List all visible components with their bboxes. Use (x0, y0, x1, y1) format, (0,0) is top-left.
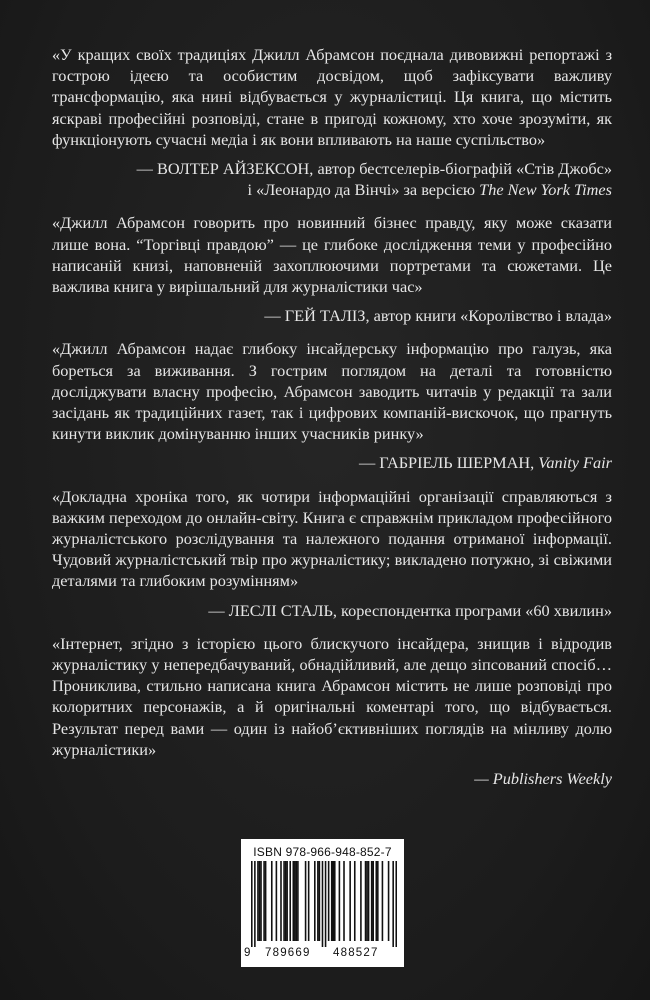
barcode-bar (259, 861, 261, 941)
barcode-bar (319, 861, 321, 941)
review-author-role-line2: і «Леонардо да Вінчі» за версією (247, 180, 480, 200)
reviews-column (52, 44, 612, 801)
barcode-bar (296, 861, 298, 941)
review-author-role: , автор бестселерів-біографій «Стів Джобс» (309, 159, 612, 179)
barcode-bar (366, 861, 368, 941)
barcode-bar (334, 861, 336, 941)
review-attribution-stahl (52, 600, 612, 621)
barcode-bar (377, 861, 379, 941)
barcode-bar (280, 861, 282, 941)
barcode-bar (331, 861, 333, 941)
review-attribution-talese (52, 305, 612, 326)
barcode-bar (372, 861, 374, 941)
barcode-digits-left: 789669 (265, 947, 311, 959)
barcode-bar (292, 861, 294, 941)
barcode-bar (368, 861, 370, 941)
review-author-role: , автор книги «Королівство і влада» (365, 306, 612, 326)
barcode-bar (265, 861, 267, 941)
barcode-bar (354, 861, 356, 941)
barcode-bar (257, 861, 259, 941)
barcode-bar (395, 861, 397, 947)
barcode-bar (371, 861, 373, 941)
barcode-bar (388, 861, 390, 941)
barcode-bar (286, 861, 288, 941)
barcode-bar (349, 861, 351, 941)
barcode-bar (294, 861, 296, 941)
review-quote-stahl: «Докладна хроніка того, як чотири інформаційні організації справляються з важким переходом до онлайн-світу. Книга є справжнім прикладом професійного журналістського розслідування та належного подання отриманої інформації. Чудовий журналістський твір про журналістику; викладено потужно, зі свіжими деталями та глибоким розумінням» (52, 486, 612, 591)
review-attribution-publishers-weekly (52, 768, 612, 789)
review-quote-publishers-weekly: «Інтернет, згідно з історією цього блискучого інсайдера, знищив і відродив журналістику у непередбачуваний, обнадійливий, але дещо зіпсований спосіб… Прониклива, стильно написана книга Абрамсон містить не лише розповіді про колоритних персонажів, а й оригінальні коментарі того, що відбувається. Результат перед вами — один із найоб’єктивніших поглядів на мінливу долю журналістики» (52, 633, 612, 759)
review-quote-isaacson: «У кращих своїх традиціях Джилл Абрамсон поєднала дивовижні репортажі з гострою ідеєю та особистим досвідом, щоб зафіксувати важливу трансформацію, яка нині відбувається у журналістиці. Ця книга, що містить яскраві професійні розповіді, стане в пригоді кожному, хто хоче зрозуміти, як функціонують сучасні медіа і як вони впливають на наше суспільство» (52, 45, 612, 149)
review-author-name: — ВОЛТЕР АЙЗЕКСОН (136, 159, 310, 179)
review-source: — Publishers Weekly (474, 769, 612, 789)
review-quote-sherman: «Джилл Абрамсон надає глибоку інсайдерську інформацію про галузь, яка бореться за виживання. З гострим поглядом на деталі та готовністю досліджувати власну професію, Абрамсон заводить читачів у редакції та зали засідань як традиційних газет, так і цифрових компаній-вискочок, що прагнуть кинути виклик домінуванню інших учасників ринку» (52, 339, 612, 444)
barcode-bar (332, 861, 334, 941)
barcode-digit-first: 9 (244, 947, 251, 959)
barcode-bar (314, 861, 316, 941)
review-author-name: — ГАБРІЕЛЬ ШЕРМАН (358, 453, 531, 473)
barcode-bar (392, 861, 394, 947)
barcode-bar (271, 861, 273, 941)
barcode-digits (241, 947, 404, 963)
barcode-bar (322, 861, 324, 947)
barcode-digits-right: 488527 (333, 947, 379, 959)
barcode-bar (325, 861, 327, 947)
review-author-name: — ЛЕСЛІ СТАЛЬ (208, 600, 333, 620)
review-quote-talese: «Джилл Абрамсон говорить про новинний бізнес правду, яку може сказати лише вона. “Торгівці правдою” — це глибоке дослідження теми у професійно написаній книзі, наповненій захоплюючими портретами та сюжетами. Це важлива книга у вирішальний для журналістики час» (52, 213, 612, 297)
barcode-bar (328, 861, 330, 941)
barcode-bar (289, 861, 291, 941)
barcode-bar (276, 861, 278, 941)
barcode-bar (283, 861, 285, 941)
barcode-bar (254, 861, 256, 947)
barcode-bar (297, 861, 299, 941)
review-source: The New York Times (479, 180, 612, 200)
barcode-bar (360, 861, 362, 941)
barcode-bar (375, 861, 377, 941)
review-source: Vanity Fair (538, 453, 612, 473)
barcode-bar (260, 861, 262, 941)
barcode-bar (317, 861, 319, 941)
barcode-bar (305, 861, 307, 941)
barcode-bar (263, 861, 265, 941)
barcode-bar (365, 861, 367, 941)
barcode-bar (308, 861, 310, 941)
review-author-name: — ГЕЙ ТАЛІЗ (264, 306, 366, 326)
isbn-barcode (241, 839, 404, 967)
barcode-bar (339, 861, 341, 941)
barcode-bar (382, 861, 384, 941)
review-attribution-isaacson (52, 158, 612, 200)
barcode-bar (251, 861, 253, 947)
barcode-bars (251, 861, 397, 947)
review-author-role: , кореспондентка програми «60 хвилин» (332, 600, 612, 620)
isbn-label: ISBN 978-966-948-852-7 (253, 845, 392, 859)
review-attribution-sherman: — ГАБРІЕЛЬ ШЕРМАН, Vanity Fair (358, 453, 612, 473)
barcode-bar (343, 861, 345, 941)
barcode-bar (285, 861, 287, 941)
